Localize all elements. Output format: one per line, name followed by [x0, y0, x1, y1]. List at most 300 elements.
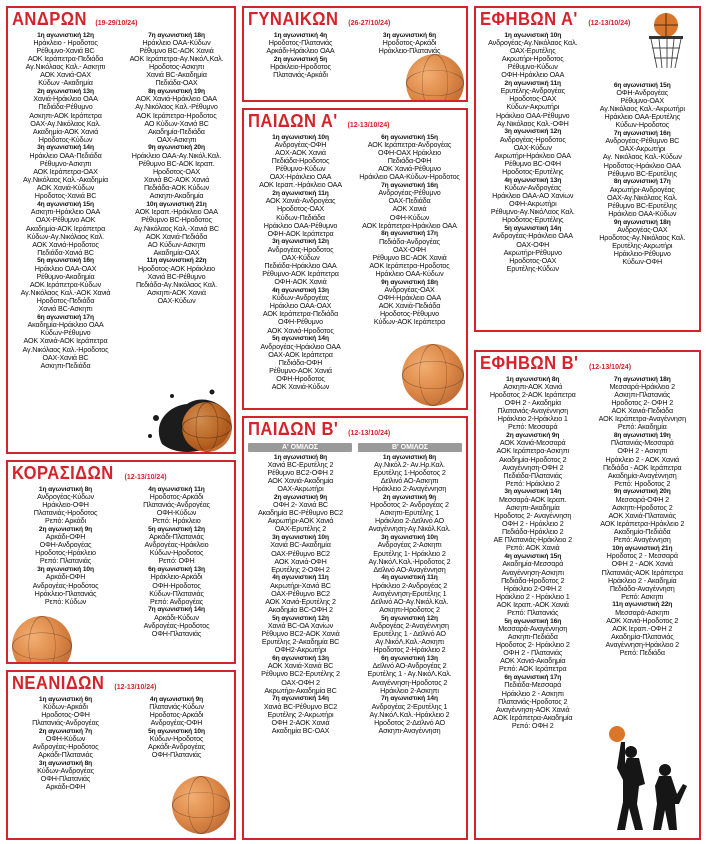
match-item: Ηράκλειο ΟΑΑ-Ερυτέλης — [604, 112, 681, 122]
paidon-b-title: ΠΑΙΔΩΝ Β' — [248, 419, 339, 439]
round-heading: 5η αγωνιστική 12η — [381, 614, 438, 622]
round-heading: 8η αγωνιστική 19η — [148, 87, 205, 95]
match-item: ΟΑΧ-ΑΟΚ Ιεράπετρα — [268, 349, 333, 359]
match-item: Ηροδοτος 2-Ηράκλειο 2 — [373, 645, 446, 655]
match-item: Δεϊλινό ΑΟ-Αγ.Νικόλ.Καλ. — [370, 596, 449, 606]
match-item: Πλατανιάς-Ανδρογέας — [143, 500, 210, 509]
match-item: Ηράκλειο ΟΑΑ-Κύδων — [608, 208, 677, 218]
match-item: Αναγέννηση-Αγ.Νικόλ.Καλ. — [368, 524, 451, 534]
basketball-players-silhouette — [587, 724, 695, 834]
match-item: Ηράκλειο ΟΑΑ-Ρέθυμνο — [495, 110, 570, 120]
round-heading: 1η αγωνιστική 8η — [38, 485, 93, 493]
match-item: Ασκηπι-Πεδιάδα — [507, 632, 558, 642]
match-item: ΑΟΚ Χανιά-ΟΑΧ — [40, 70, 91, 80]
match-item: Αρκάδι-Πλατανιάς — [38, 750, 93, 760]
match-item: Ρεπό: ΟΦΗ — [158, 556, 195, 566]
match-item: Αγ.ΝικόΛ.Καλ.-Ασκηπι — [375, 637, 444, 647]
match-item: Αρκάδι-ΟΦΗ — [45, 532, 86, 542]
match-item: Ανδρογέας-Ρέθυμνο — [378, 188, 441, 198]
match-item: ΟΑΧ-ΟΦΗ 2 — [281, 677, 320, 687]
match-item: Πεδιάδα-Ηράκλειο ΟΑΑ — [264, 260, 337, 270]
match-item: Αναγέννηση-ΑΟΚ Χανιά — [495, 704, 570, 714]
match-item: Πλατανιάς-Αναγέννηση — [497, 406, 569, 416]
match-item: Ρέθυμνο-ΑΟΚ Ιεράπετρα — [262, 269, 339, 279]
match-item: Δεϊλινό ΑΟ-Αναγέννηση — [373, 564, 446, 574]
match-item: Ηροδοτος-Αρκάδι — [382, 37, 437, 47]
match-item: Ηράκλειο-Ηροδοτος — [270, 62, 331, 71]
match-item: Μεσσαρά-Ηράκλειο 2 — [609, 381, 676, 391]
match-item: ΑΟ Κύδων-Ασκηπι — [147, 239, 206, 249]
match-item: Ρεπό: ΟΦΗ 2 — [511, 720, 554, 730]
neanidon-col-2 — [121, 695, 232, 792]
round-heading: 8η αγωνιστική 17η — [381, 230, 438, 238]
round-heading: 11η αγωνιστική 22η — [146, 257, 207, 265]
match-item: ΟΑΧ-Ερυτέλης — [509, 46, 556, 55]
match-item: Ηροδοτος-Ασκηπι — [149, 62, 204, 72]
match-item: Πεδιάδα-Ηράκλειο 2 — [502, 527, 564, 537]
match-item: Πεδιάδα-ΟΦΗ — [278, 357, 323, 367]
match-item: Ανδρογέας-Κύδων — [37, 491, 94, 501]
match-item: Ρέθυμνο-Ασκηπι — [39, 158, 92, 168]
match-item: Ρέθυμνο-ΟΑΧ — [620, 96, 664, 105]
match-item: Ηροδοτος-ΟΑΧ — [276, 204, 324, 214]
match-item: ΑΟΚ Χανιά-Κύδων — [271, 381, 330, 391]
match-item: Ασκηπι-Ηροδοτος 2 — [379, 605, 440, 615]
match-item: ΟΑΧ-Ηράκλειο ΟΑΑ — [269, 172, 332, 182]
match-item: Ρέθυμνο-Κύδων — [507, 62, 558, 72]
match-item: Ηράκλειο ΟΑΑ-ΑΟ Χανίων — [492, 191, 574, 201]
andron-date: (19-29/10/24) — [95, 20, 138, 27]
efivon-b-col-1 — [478, 375, 588, 730]
match-item: Ηροδοτος-ΟΑΧ — [152, 167, 200, 177]
match-item: ΑΟΚ Χανιά — [392, 204, 427, 214]
match-item: ΟΑΧ-Ερυτέλης 2 — [274, 524, 327, 534]
match-item: Πεδιάδα - ΑΟΚ Ιεράπετρα — [602, 462, 682, 472]
match-item: Ασκηπι-ΑΟΚ Ιεράπετρα — [29, 110, 102, 120]
match-item: ΟΦΗ-Ηροδοτος — [152, 580, 201, 590]
match-item: ΑΟΚ Ιεράπετρα-Κύδων — [29, 279, 102, 289]
match-item: Ρεπό: ΑΟΚ Χανιά — [505, 543, 560, 553]
match-item: Ασκηπι-Ακαδημία — [505, 502, 560, 512]
match-item: ΑΟΚ Χανιά-Μεσσαρά — [499, 438, 566, 448]
match-item: Ηροδοτος 2- ΟΦΗ 2 — [611, 398, 674, 408]
match-item: Πλατανιάς-Ηροδοτος — [33, 508, 98, 518]
match-item: Κύδων-Ανδρογέας — [504, 183, 562, 193]
match-item: ΟΦΗ 2 - Ηράκλειο 2 — [501, 519, 564, 529]
match-item: Ηράκλειο-Πλατανιάς — [378, 46, 441, 55]
match-item: Ανδρογέας 2-Αναγέννηση — [370, 621, 449, 631]
paidon-a-col-1 — [246, 133, 355, 391]
paidon-b-col-2 — [355, 453, 464, 735]
match-item: Ηράκλειο 2 - Ασκηπι — [501, 688, 564, 698]
match-item: ΑΟΚ Χανιά-ΟΦΗ — [274, 556, 327, 566]
match-item: Χανιά BC-Ασκηπι — [38, 304, 93, 314]
match-item: Αγ.Νικόλαος Καλ.-Ακρωτήρι — [599, 104, 685, 114]
match-item: Αγ.Νικόλαος Καλ.-ΑΟΚ Χανιά — [20, 288, 111, 298]
match-item: Ακαδημία-ΑΟΚ Ιεράπετρα — [25, 223, 106, 233]
match-item: Ηράκλειο ΟΑΑ-Κύδων — [375, 269, 444, 279]
round-heading: 7η αγωνιστική 14η — [272, 695, 329, 703]
match-item: ΑΟΚ Χανιά-Πεδιάδα — [145, 231, 208, 241]
match-item: Ηράκλειο ΟΑΑ-ΟΑΧ — [34, 263, 97, 273]
match-item: Ρέθυμνο BC-ΑΟΚ Χανιά — [372, 252, 447, 262]
match-item: ΟΑΧ-ΟΦΗ — [393, 244, 426, 254]
round-heading: 4η αγωνιστική 13η — [272, 286, 329, 294]
match-item: ΟΑΧ-Κύδων — [281, 252, 320, 262]
korasidon-col-2 — [121, 485, 232, 638]
match-item: Ασκηπι-Ακαδημία — [149, 191, 204, 201]
round-heading: 2η αγωνιστική 9η — [273, 493, 328, 501]
gynaikon-col-1 — [246, 31, 355, 79]
match-item: Χανιά BC-Ερυτέλης 2 — [267, 459, 334, 469]
match-item: Ρεπό: Πεδιάδα — [619, 648, 665, 658]
match-item: ΑΟΚ Χανιά-Ερυτέλης 2 — [265, 596, 336, 606]
match-item: Ρεπό: Ασκηπι — [621, 591, 664, 601]
match-item: Αγ.Νικόλαος Καλ.-ΟΦΗ — [496, 118, 569, 128]
match-item: ΑΟΚ Ιεράπετρα-Ακαδημία — [493, 712, 573, 722]
match-item: Ηροδοτος 2 - Μεσσαρά — [606, 551, 678, 561]
match-item: Ηροδοτος-Αρκάδι — [149, 491, 204, 501]
match-item: Αναγέννηση-Ηροδοτος 2 — [371, 677, 448, 687]
round-heading: 6η αγωνιστική 17η — [504, 674, 562, 682]
gynaikon-section — [242, 6, 468, 102]
neanidon-date: (12-13/10/24) — [114, 684, 157, 691]
match-item: ΟΦΗ-Ανδρογέας — [39, 540, 92, 550]
match-item: Ρεπό: Πλατανιάς — [507, 607, 559, 617]
match-item: Μεσσαρά-ΟΦΗ 2 — [615, 494, 669, 504]
match-item: Αρκάδι-Ηράκλειο ΟΑΑ — [266, 46, 335, 55]
round-heading: 7η αγωνιστική 14η — [148, 606, 205, 614]
match-item: Ηράκλειο ΟΑΑ-Κύδων — [142, 37, 211, 47]
match-item: ΟΦΗ-Κύδων — [389, 212, 430, 222]
round-heading: 5η αγωνιστική 10η — [148, 727, 205, 735]
match-item: Ρεπό: Ηράκλειο — [152, 516, 201, 526]
match-item: Αγ.ΝικόΛ.Καλ.-Ηροδοτος 2 — [368, 556, 451, 566]
match-item: Πλατανιάς-ΑΟΚ Ιεράπετρα — [601, 567, 683, 577]
match-item: Ανδρογέας-Ηράκλειο ΟΑΑ — [260, 341, 341, 351]
round-heading: 11η αγωνιστική 22η — [612, 601, 673, 609]
match-item: Ασκηπι-Ηροδοτος 2 — [611, 502, 673, 512]
match-item: Ακαδημία-ΑΟΚ Χανιά — [32, 126, 99, 136]
match-item: Αναγέννηση-Ηράκλειο 2 — [605, 640, 679, 650]
match-item: Μεσσαρά-ΑΟΚ Ιεραπ. — [498, 494, 567, 504]
andron-section — [6, 6, 236, 454]
round-heading: 4η αγωνιστική 15η — [37, 200, 94, 208]
round-heading: 7η αγωνιστική 18η — [613, 375, 671, 383]
round-heading: 2η αγωνιστική 11η — [272, 189, 329, 197]
match-item: Ανδρογέας-Ηράκλειο — [144, 540, 209, 550]
match-item: Πεδιάδα-Αναγέννηση — [609, 583, 675, 593]
round-heading: 2η αγωνιστική 5η — [273, 55, 328, 63]
match-item: Χανιά-Ηράκλειο ΟΑΑ — [33, 94, 98, 104]
round-heading: 1η αγωνιστική 10η — [504, 31, 562, 39]
match-item: Πεδιάδα-ΟΦΗ — [387, 156, 432, 166]
round-heading: 2η αγωνιστική 9η — [382, 493, 437, 501]
match-item: Ασκηπι-Αναγέννηση — [378, 725, 441, 735]
match-item: Πεδιάδα-Ηροδοτος — [271, 156, 330, 166]
match-item: Ακρωτήρι-Ηροδοτος — [501, 54, 564, 64]
match-item: Ακρωτήρι-Ανδρογέας — [609, 184, 675, 194]
efivon-a-date: (12-13/10/24) — [588, 20, 631, 27]
match-item: Αγ.Νικόλαος Καλ.-Ακαδημία — [23, 175, 108, 185]
match-item: ΑΟΚ Χανιά-Χανιά BC — [267, 661, 334, 671]
match-item: Ηράκλειο 2 - Ηράκλειο 1 — [495, 591, 570, 601]
match-item: Ρέθυμνο BC-ΟΦΗ — [504, 158, 561, 168]
match-item: Ηράκλειο 2-Αναγέννηση — [372, 484, 447, 494]
match-item: Ηράκλειο 2-Ασκηπι — [380, 685, 439, 695]
match-item: ΑΟΚ Χανιά-Ακαδημία — [267, 476, 334, 486]
round-heading: 9η αγωνιστική 20η — [148, 144, 205, 152]
match-item: Ασκηπι-ΑΟΚ Χανιά — [503, 381, 563, 391]
paidon-a-date: (12-13/10/24) — [347, 122, 390, 129]
round-heading: 6η αγωνιστική 13η — [148, 566, 205, 574]
match-item: ΟΑΧ-Χανιά BC — [42, 352, 89, 362]
match-item: Ηροδοτος 2- Αναγέννηση — [494, 511, 572, 521]
match-item: Μεσσαρά-Αναγέννηση — [498, 623, 568, 633]
match-item: ΑΟΚ Χανιά-Ανδρογέας — [265, 196, 336, 206]
match-item: Κύδων-Ανδρογέας — [37, 766, 94, 776]
match-item: ΑΟΚ Χανιά-Πεδιάδα — [611, 406, 673, 416]
korasidon-header — [8, 462, 234, 485]
round-heading: 2η αγωνιστική 9η — [38, 525, 93, 533]
andron-header — [8, 8, 234, 31]
gynaikon-title: ΓΥΝΑΙΚΩΝ — [248, 9, 339, 29]
neanidon-section — [6, 670, 236, 840]
round-heading: 9η αγωνιστική 18η — [381, 278, 438, 286]
match-item: Ασκηπι-ΑΟΚ Χανιά — [147, 288, 206, 298]
match-item: ΟΦΗ-Ρέθυμνο — [278, 317, 323, 327]
match-item: Ανδρογέας-Ηράκλειο ΟΑΑ — [492, 231, 573, 241]
match-item: Ακαδημία-Πεδιάδα — [613, 527, 671, 537]
match-item: Ρεπό: ΑΟΚ Ιεράπετρα — [499, 664, 567, 674]
match-item: Χανιά BC-Ακαδημία — [146, 70, 207, 80]
basketball-icon — [172, 776, 230, 834]
round-heading: 3η αγωνιστική 10η — [381, 534, 438, 542]
paidon-b-col-1 — [246, 453, 355, 735]
match-item: Ρεπό: Αρκάδι — [45, 516, 86, 526]
match-item: Ηροδοτος-Χανιά BC — [34, 191, 97, 201]
match-item: ΑΟΧ-ΑΟΚ Χανιά — [275, 148, 326, 157]
match-item: Ρεπό: Μεσσαρά — [508, 422, 558, 432]
round-heading: 6η αγωνιστική 13η — [272, 654, 329, 662]
match-item: Ηράκλειο 2-Ηράκλειο 1 — [497, 414, 568, 424]
match-item: Ακρωτήρι-Ακαδημία BC — [264, 685, 337, 695]
round-heading: 4η αγωνιστική 15η — [504, 553, 562, 560]
match-item: ΟΑΧ-Ρέθυμνο ΑΟΚ — [35, 215, 96, 225]
match-item: Ασκηπι-Ερυτέλης 1 — [379, 508, 440, 518]
andron-col-2 — [121, 31, 232, 370]
efivon-b-header — [476, 352, 699, 375]
match-item: Πεδιάδα-Πλατανιάς — [503, 470, 563, 480]
round-heading: 5η αγωνιστική 14η — [272, 335, 329, 343]
match-item: Ερυτέλης-Ανδρογέας — [500, 86, 565, 96]
match-item: Ασκηπι-Ηράκλειο ΟΑΑ — [30, 207, 101, 217]
match-item: Ρέθυμνο BC2-Ερυτέλης 2 — [261, 669, 340, 679]
match-item: ΑΟΚ Ιεράπετρα-Αγ.ΝικόΛ.Καλ. — [129, 54, 224, 64]
paidon-a-header — [244, 110, 466, 133]
match-item: ΟΦΗ 2 - Ακαδημία — [504, 398, 561, 408]
paidon-b-header — [244, 418, 466, 441]
match-item: ΑΟΚ Χανιά-Κύδων — [36, 183, 95, 193]
round-heading: 4η αγωνιστική 13η — [504, 176, 562, 184]
round-heading: 7η αγωνιστική 16η — [613, 129, 671, 137]
match-item: ΟΦΗ-Ηράκλειο ΟΑΑ — [501, 70, 565, 80]
match-item: ΑΟΚ Χανιά-Ηροδοτος — [32, 239, 99, 249]
match-item: Κύδων-Πεδιάδα — [276, 212, 325, 222]
match-item: ΑΟΚ Ιεράπετρα-Πεδιάδα — [27, 54, 104, 64]
match-item: ΟΦΗ-ΑΟΚ Χανιά — [274, 277, 327, 287]
match-item: Ρεπό: Ηράκλειο 2 — [505, 478, 560, 488]
neanidon-title: ΝΕΑΝΙΔΩΝ — [12, 673, 105, 693]
efivon-a-section — [474, 6, 701, 332]
round-heading: 1η αγωνιστική 8η — [273, 453, 328, 461]
match-item: Ακαδημία-Αναγέννηση — [607, 470, 677, 480]
match-item: Πεδιάδα-Χανιά BC — [37, 247, 94, 257]
round-heading: 1η αγωνιστική 6η — [38, 695, 93, 703]
match-item: Πεδιάδα-Ανδρογέας — [379, 236, 440, 246]
round-heading: 3η αγωνιστική 10η — [272, 534, 329, 542]
match-item: Ηροδοτος-ΑΟΚ Ηράκλειο — [137, 263, 216, 273]
match-item: Ηράκλειο - Ηροδοτος — [33, 37, 98, 47]
match-item: ΑΟΚ Χανιά-Ακαδημία — [500, 656, 566, 666]
match-item: ΑΟΚ Ιεράπετρα-ΟΑΧ — [33, 167, 98, 177]
match-item: Ρεπό: Πλατανιάς — [39, 556, 92, 566]
match-item: ΟΑΧ-Κύδων — [513, 142, 552, 152]
match-item: Ερυτέλης 1 - Δεϊλινό ΑΟ — [373, 629, 446, 639]
basketball-icon — [402, 344, 464, 406]
match-item: ΑΟΚ Ιεράπετρα-Ηράκλειο ΟΑΑ — [362, 220, 457, 230]
match-item: Ερυτέλης-Ακρωτήρι — [612, 241, 673, 251]
match-item: ΑΟΚ Χανιά-Ηροδοτος — [267, 325, 334, 335]
neanidon-header — [8, 672, 234, 695]
match-item: Αγ.Νικόλαος Καλ.-Ηροδοτος — [22, 344, 109, 354]
round-heading: 4η αγωνιστική 11η — [381, 574, 438, 582]
match-item: Ηράκλειο ΟΑΑ-Αγ.Νικόλ.Καλ. — [131, 150, 222, 160]
match-item: Κύδων -Ακαδημία — [38, 78, 93, 88]
match-item: Ανδρογέας-Ρέθυμνο BC — [605, 136, 680, 146]
round-heading: 1η αγωνιστική 4η — [273, 31, 328, 39]
match-item: Ανδρογέας-ΟΑΧ — [384, 285, 435, 295]
match-item: Ηροδοτος-Ηράκλειο ΟΑΑ — [603, 160, 681, 170]
match-item: ΟΑΧ-Ασκηπι — [156, 134, 197, 144]
group-a-label: Α' ΟΜΙΛΟΣ — [248, 443, 352, 452]
match-item: ΑΟ Κύδων-Χανιά BC — [144, 118, 209, 128]
match-item: ΟΦΗ-Πλατανιάς — [151, 750, 202, 760]
match-item: Αγ. Νικόλαος Καλ.-Κύδων — [602, 152, 682, 162]
match-item: ΑΟΚ Χανιά-ΑΟΚ Ιεράπετρα — [23, 336, 108, 346]
round-heading: 7η αγωνιστική 18η — [148, 31, 205, 39]
match-item: ΑΟΚ Ιεράπετρα-Ηροδοτος — [369, 260, 450, 270]
efivon-a-title: ΕΦΗΒΩΝ Α' — [480, 9, 578, 29]
match-item: Ηροδοτος-ΟΑΧ — [509, 94, 557, 104]
match-item: Ακαδημία BC-Ρέθυμνο BC2 — [258, 508, 343, 518]
round-heading: 6η αγωνιστική 15η — [613, 81, 671, 89]
paint-splash-decoration — [142, 384, 234, 452]
match-item: Χανιά BC-Ρέθυμνο — [147, 271, 206, 281]
match-item: Ερυτέλης-Κύδων — [506, 263, 559, 273]
match-item: Πλατανιάς-Κύδων — [149, 701, 204, 711]
round-heading: 6η αγωνιστική 13η — [381, 654, 438, 662]
match-item: Ερυτέλης 1-Ηροδοτος 2 — [373, 468, 446, 477]
round-heading: 3η αγωνιστική 14η — [504, 488, 562, 496]
match-item: Ακαδημία-Πλατανιάς — [610, 632, 674, 642]
match-item: Ηροδοτος-Αγ.Νικόλαος Καλ. — [599, 233, 686, 243]
match-item: Ηράκλειο-Πλατανιάς — [34, 588, 97, 598]
round-heading: 5η αγωνιστική 12η — [272, 614, 329, 622]
round-heading: 10η αγωνιστική 21η — [612, 544, 673, 552]
round-heading: 3η αγωνιστική 14η — [37, 144, 94, 152]
match-item: ΑΟΚ Ιεράπετρα-Πεδιάδα — [262, 309, 339, 319]
match-item: ΟΦΗ-Πλατανιάς — [40, 774, 91, 784]
match-item: Ρεπό: Ηροδοτος 2 — [614, 478, 671, 488]
match-item: Πλατανιάς-Μεσσαρά — [610, 438, 674, 448]
match-item: Ακαδημία-Ηράκλειο ΟΑΑ — [27, 320, 104, 330]
match-item: Ηράκλειο-Ρέθυμνο — [613, 249, 671, 259]
paidon-b-section — [242, 416, 468, 840]
match-item: ΑΟΚ Ιεραπ.-ΑΟΚ Χανιά — [496, 599, 569, 609]
match-item: Ηροδοτος-Αρκάδι — [149, 710, 204, 719]
match-item: Ανδρογέας 2-Ασκηπι — [377, 540, 442, 550]
match-item: ΟΑΧ-Κύδων — [157, 296, 196, 306]
match-item: Ηράκλειο 2-ΟΦΗ 2 — [503, 583, 562, 593]
match-item: ΑΟΚ Ιεραπ.-ΟΦΗ 2 — [612, 623, 673, 633]
match-item: Αρκάδι-Πλατανιάς — [149, 532, 204, 542]
round-heading: 9η αγωνιστική 18η — [613, 218, 671, 226]
match-item: ΟΑΧ-ΟΦΗ — [516, 239, 550, 249]
match-item: Ανδρογέας-Ηροδοτος — [32, 742, 99, 752]
efivon-b-title: ΕΦΗΒΩΝ Β' — [480, 353, 579, 373]
match-item: Κύδων-Αγ.Νικόλαος Καλ. — [27, 231, 104, 241]
match-item: ΑΟΚ Ιεράπετρα-Ηροδοτος — [136, 110, 217, 120]
match-item: Κύδων-Ηροδοτος — [149, 548, 204, 558]
round-heading: 3η αγωνιστική 10η — [37, 566, 94, 574]
match-item: ΟΑΧ-Ακρωτήρι — [619, 144, 666, 154]
match-item: Πλατανιάς-Ανδρογέας — [32, 718, 99, 728]
match-item: Ρεπό: Ακαδημία — [617, 422, 667, 432]
match-item: Ρέθυμνο-Αγ.ΝικόΛαος Καλ. — [490, 207, 575, 217]
match-item: ΑΟΚ Ιεράπετρα-Ανδρογέας — [367, 139, 452, 149]
round-heading: 8η αγωνιστική 17η — [613, 178, 671, 186]
match-item: Χανιά BC-Ρέθυμνο BC2 — [263, 701, 338, 711]
round-heading: 4η αγωνιστική 11η — [148, 485, 205, 493]
match-item: Ακρωτήρι-Ρέθυμνο — [503, 247, 562, 257]
match-item: Ηράκλειο-ΟΦΗ — [42, 500, 89, 509]
match-item: Ανδρογέας-ΟΦΗ — [150, 718, 203, 728]
match-item: ΟΦΗ-Ηράκλειο ΟΑΑ — [378, 293, 441, 303]
round-heading: 5η αγωνιστική 16η — [37, 257, 94, 265]
round-heading: 4η αγωνιστική 11η — [272, 574, 329, 582]
gynaikon-date: (26-27/10/24) — [348, 20, 391, 27]
match-item: Ρεπό: Αναγέννηση — [613, 535, 671, 545]
match-item: Ηράκλειο-Αρκάδι — [150, 572, 203, 582]
match-item: Ρεπό: Ανδρογέας — [149, 596, 204, 606]
match-item: ΟΦΗ-Κύδων — [45, 734, 86, 744]
match-item: Ηράκλειο 2 - ΑΟΚ Χανιά — [605, 454, 679, 464]
round-heading: 3η αγωνιστική 12η — [272, 238, 329, 246]
match-item: Ρεπό: Κύδων — [44, 596, 87, 606]
match-item: Ηράκλειο ΟΑΑ-Πεδιάδα — [29, 150, 102, 160]
efivon-a-col-1 — [478, 31, 588, 273]
match-item: ΑΟΚ Ιεράπετρα-Ηράκλειο 2 — [600, 519, 685, 529]
match-item: Ρέθυμνο-Κύδων — [275, 164, 326, 174]
match-item: Ανδρογέας-Ηροδοτος — [267, 244, 334, 254]
korasidon-col-1 — [10, 485, 121, 638]
match-item: Ηροδοτος-Ηράκλειο — [35, 548, 96, 558]
match-item: ΟΦΗ-ΑΟΚ Ιεράπετρα — [267, 228, 334, 238]
round-heading: 8η αγωνιστική 19η — [613, 431, 671, 439]
match-item: Χανιά BC-ΟΑ Χανίων — [267, 621, 334, 631]
round-heading: 5η αγωνιστική 16η — [504, 617, 562, 625]
